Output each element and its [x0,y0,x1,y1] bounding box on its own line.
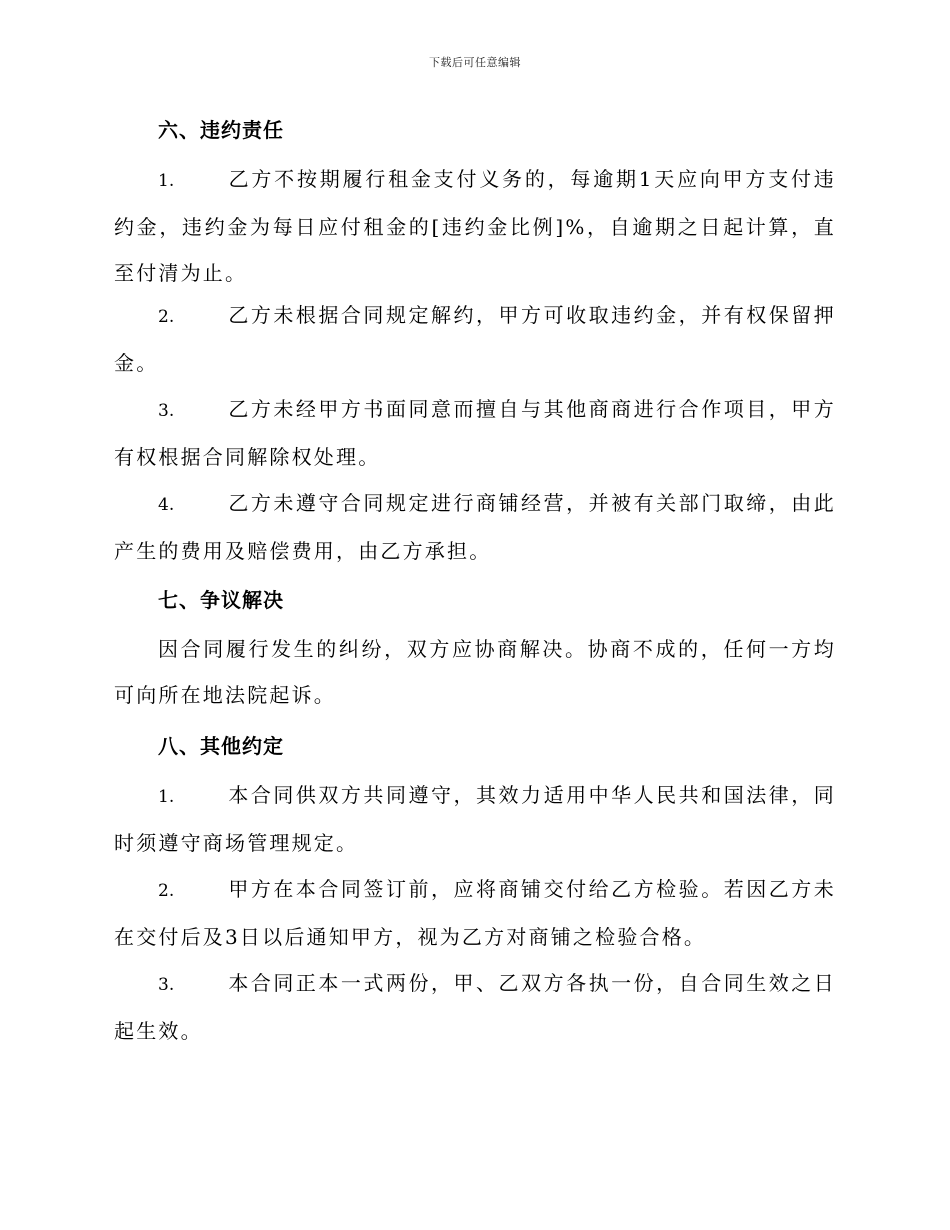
section-title-dispute: 七、争议解决 [158,588,284,612]
clause-text: 乙方未根据合同规定解约，甲方可收取违约金，并有权保留押金。 [114,303,836,375]
section-title-other: 八、其他约定 [158,734,284,758]
clause-number: 2. [158,307,175,327]
clause-text: 甲方在本合同签订前，应将商铺交付给乙方检验。若因乙方未在交付后及3日以后通知甲方，视为乙方对商铺之检验合格。 [114,877,836,949]
clause-number: 3. [158,401,175,421]
clause-text: 本合同正本一式两份，甲、乙双方各执一份，自合同生效之日起生效。 [114,971,836,1043]
clause-number: 1. [158,787,175,807]
clause-number: 3. [158,975,175,995]
other-clause-2 [114,866,836,960]
breach-clause-1 [114,156,836,296]
section-title-breach: 六、违约责任 [158,118,284,142]
clause-text: 乙方不按期履行租金支付义务的，每逾期1天应向甲方支付违约金，违约金为每日应付租金的[违约金比例]%，自逾期之日起计算，直至付清为止。 [114,167,836,285]
breach-clause-2 [114,292,836,386]
other-clause-1 [114,772,836,866]
clause-number: 2. [158,881,175,901]
clause-number: 4. [158,495,175,515]
clause-number: 1. [158,171,175,191]
clause-text: 本合同供双方共同遵守，其效力适用中华人民共和国法律，同时须遵守商场管理规定。 [114,783,836,855]
breach-clause-4 [114,480,836,574]
breach-clause-3 [114,386,836,480]
other-clause-3 [114,960,836,1054]
page-header: 下载后可任意编辑 [429,56,521,69]
clause-text: 乙方未经甲方书面同意而擅自与其他商商进行合作项目，甲方有权根据合同解除权处理。 [114,397,836,469]
dispute-paragraph: 因合同履行发生的纠纷，双方应协商解决。协商不成的，任何一方均可向所在地法院起诉。 [114,637,836,707]
clause-text: 乙方未遵守合同规定进行商铺经营，并被有关部门取缔，由此产生的费用及赔偿费用，由乙方承担。 [114,491,836,563]
